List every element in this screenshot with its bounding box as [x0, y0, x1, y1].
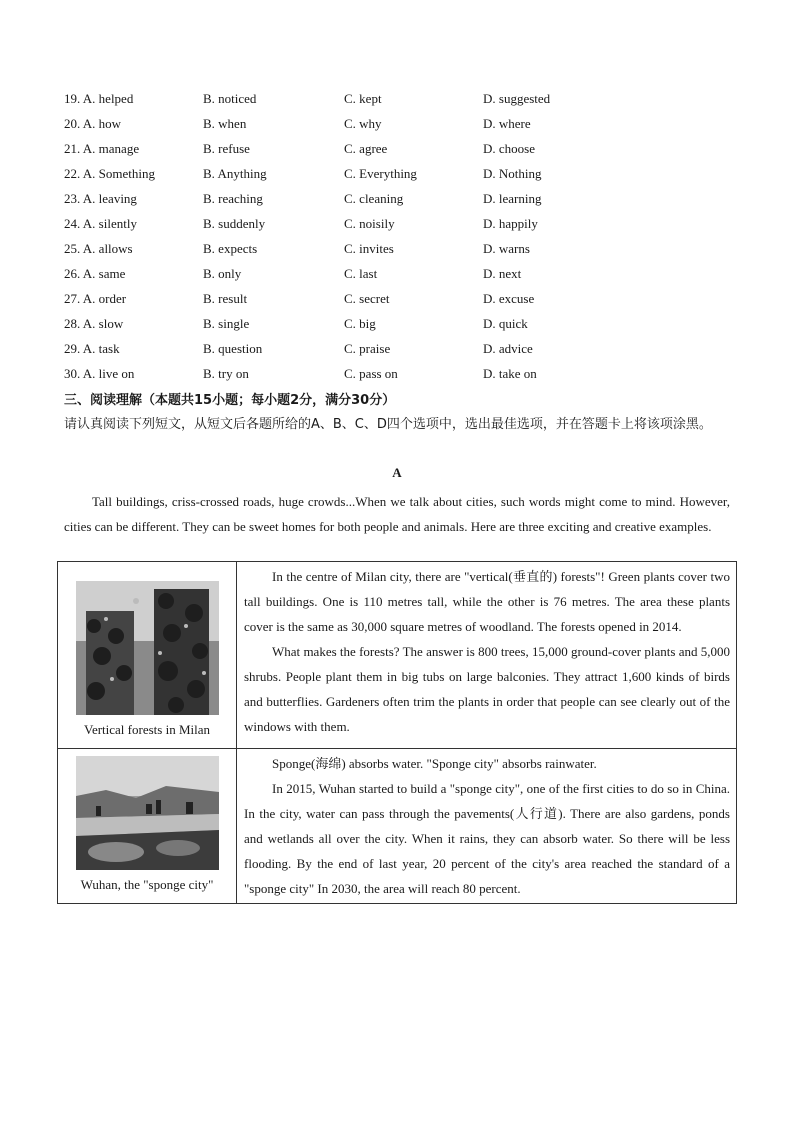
- option-row: [64, 265, 744, 290]
- option-d: D. next: [483, 266, 522, 281]
- option-b: B. when: [203, 116, 247, 131]
- option-row: [64, 340, 744, 365]
- option-row: [64, 165, 744, 190]
- option-a: 23. A. leaving: [64, 191, 137, 206]
- option-b: B. single: [203, 316, 250, 331]
- option-a: 29. A. task: [64, 341, 120, 356]
- option-b: B. only: [203, 266, 242, 281]
- option-a: 25. A. allows: [64, 241, 133, 256]
- option-c: C. cleaning: [344, 191, 404, 206]
- option-c: C. invites: [344, 241, 394, 256]
- option-c: C. secret: [344, 291, 390, 306]
- section-heading: 三、阅读理解（本题共15小题；每小题2分，满分30分）: [64, 393, 396, 408]
- option-b: B. question: [203, 341, 263, 356]
- option-b: B. result: [203, 291, 248, 306]
- option-c: C. big: [344, 316, 376, 331]
- option-c: C. Everything: [344, 166, 417, 181]
- option-a: 28. A. slow: [64, 316, 124, 331]
- option-c: C. agree: [344, 141, 388, 156]
- option-d: D. excuse: [483, 291, 535, 306]
- paragraph: In 2015, Wuhan started to build a "sponge city", one of the first cities to do so in China. In the city, water can pass through the pavements(人行道). There are also gardens, ponds and wetlands all over the city. When it rains, they can absorb water. So there will be less flooding. By the end of last year, 20 percent of the city's area reached the standard of a "sponge city" In 2030, the area will reach 80 percent.: [244, 781, 730, 896]
- intro-paragraph: Tall buildings, criss-crossed roads, huge crowds...When we talk about cities, such words might come to mind. However, cities can be different. They can be sweet homes for both people and animals. Here are three exciting and creative examples.: [64, 494, 730, 534]
- image-cell: [58, 749, 237, 904]
- option-row: [64, 190, 744, 215]
- examples-table: [57, 561, 737, 904]
- paragraph: What makes the forests? The answer is 800 trees, 15,000 ground-cover plants and 5,000 shrubs. People plant them in big tubs on large balconies. They attract 1,600 kinds of birds and butterflies. Gardeners often trim the plants in order that people can see clearly out of the windows with them.: [244, 644, 730, 734]
- option-b: B. reaching: [203, 191, 263, 206]
- option-row: [64, 315, 744, 340]
- photo-caption: Wuhan, the "sponge city": [80, 877, 214, 892]
- option-c: C. last: [344, 266, 378, 281]
- option-row: [64, 240, 744, 265]
- option-b: B. Anything: [203, 166, 267, 181]
- option-b: B. noticed: [203, 91, 257, 106]
- option-d: D. learning: [483, 191, 542, 206]
- option-row: [64, 115, 744, 140]
- example-text-cell: [237, 749, 737, 904]
- photo-caption: Vertical forests in Milan: [84, 722, 210, 737]
- option-c: C. why: [344, 116, 382, 131]
- option-a: 20. A. how: [64, 116, 122, 131]
- passage-intro: [64, 489, 730, 539]
- option-d: D. quick: [483, 316, 528, 331]
- option-a: 22. A. Something: [64, 166, 156, 181]
- option-a: 24. A. silently: [64, 216, 137, 231]
- vertical-forest-photo: [76, 581, 219, 715]
- example-row-wuhan: [58, 749, 737, 904]
- passage-label: A: [392, 465, 402, 480]
- option-d: D. Nothing: [483, 166, 542, 181]
- option-row: [64, 140, 744, 165]
- option-d: D. happily: [483, 216, 538, 231]
- option-d: D. advice: [483, 341, 533, 356]
- option-a: 21. A. manage: [64, 141, 140, 156]
- option-b: B. expects: [203, 241, 258, 256]
- option-b: B. try on: [203, 366, 249, 381]
- option-a: 27. A. order: [64, 291, 127, 306]
- option-c: C. pass on: [344, 366, 398, 381]
- example-row-milan: [58, 562, 737, 749]
- option-row: [64, 290, 744, 315]
- option-row: [64, 215, 744, 240]
- paragraph: In the centre of Milan city, there are "vertical(垂直的) forests"! Green plants cover two tall buildings. One is 110 metres tall, while the other is 76 metres. The area these plants cover is the same as 30,000 square metres of woodland. The forests opened in 2014.: [244, 569, 730, 634]
- option-d: D. warns: [483, 241, 530, 256]
- option-b: B. suddenly: [203, 216, 266, 231]
- option-d: D. take on: [483, 366, 537, 381]
- image-cell: [58, 562, 237, 749]
- option-row: [64, 90, 744, 115]
- paragraph: Sponge(海绵) absorbs water. "Sponge city" absorbs rainwater.: [272, 756, 597, 771]
- option-c: C. kept: [344, 91, 382, 106]
- option-d: D. suggested: [483, 91, 551, 106]
- section-instructions: 请认真阅读下列短文，从短文后各题所给的A、B、C、D四个选项中，选出最佳选项，并在答题卡上将该项涂黑。: [64, 417, 712, 432]
- option-b: B. refuse: [203, 141, 250, 156]
- sponge-city-photo: [76, 756, 219, 870]
- option-c: C. noisily: [344, 216, 395, 231]
- option-d: D. choose: [483, 141, 535, 156]
- answer-options-list: [64, 90, 744, 390]
- option-c: C. praise: [344, 341, 391, 356]
- option-a: 19. A. helped: [64, 91, 134, 106]
- option-row: [64, 365, 744, 390]
- example-text-cell: [237, 562, 737, 749]
- option-a: 26. A. same: [64, 266, 126, 281]
- option-a: 30. A. live on: [64, 366, 135, 381]
- option-d: D. where: [483, 116, 531, 131]
